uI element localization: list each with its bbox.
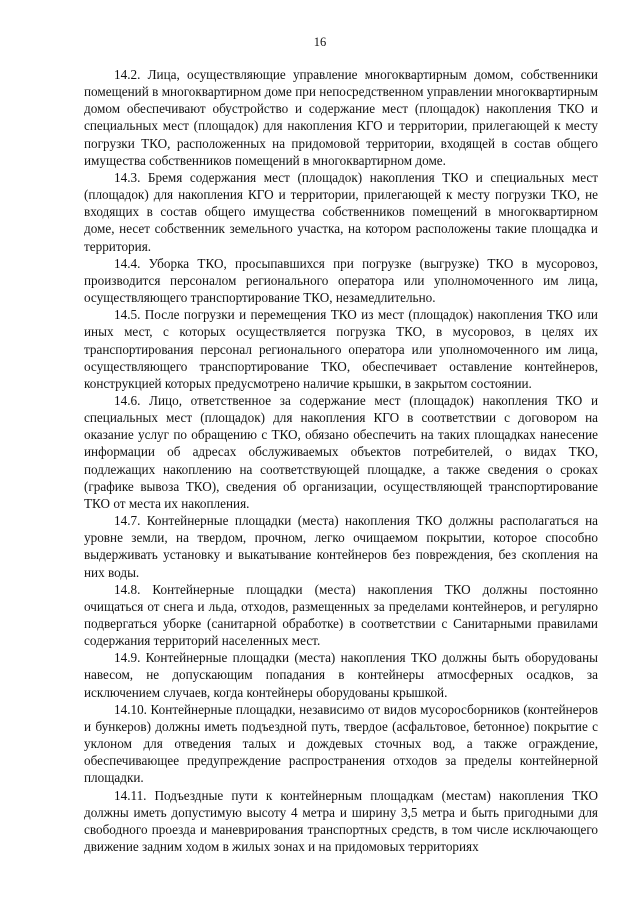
paragraph-14-7: 14.7. Контейнерные площадки (места) накопления ТКО должны располагаться на уровне земли, на твердом, прочном, легко очищаемом покрытии, которое способно выдерживать установку и выкатывание контейнеров без повреждения, без скопления на них воды. xyxy=(84,513,598,580)
paragraph-14-9: 14.9. Контейнерные площадки (места) накопления ТКО должны быть оборудованы навесом, не допускающим попадания в контейнеры атмосферных осадков, за исключением случаев, когда контейнеры оборудованы крышкой. xyxy=(84,650,598,700)
document-body xyxy=(84,66,598,855)
paragraph-14-11: 14.11. Подъездные пути к контейнерным площадкам (местам) накопления ТКО должны иметь допустимую высоту 4 метра и ширину 3,5 метра и быть пригодными для свободного проезда и маневрирования транспортных средств, в том числе исключающего движение задним ходом в жилых зонах и на придомовых территориях xyxy=(84,787,598,855)
paragraph-14-3: 14.3. Бремя содержания мест (площадок) накопления ТКО и специальных мест (площадок) для накопления КГО и территории, прилегающей к месту погрузки ТКО, не входящих в состав общего имущества собственников помещений в многоквартирном доме, несет собственник земельного участка, на котором расположены такие площадка и территория. xyxy=(84,169,598,254)
paragraph-14-6: 14.6. Лицо, ответственное за содержание мест (площадок) накопления ТКО и специальных мест (площадок) для накопления КГО в соответствии с договором на оказание услуг по обращению с ТКО, обязано обеспечить на таких площадках нанесение информации об адресах обслуживаемых объектов потребителей, о видах ТКО, подлежащих накоплению на соответствующей площадке, а также сведения о сроках (графике вывоза ТКО), сведения об организации, осуществляющей транспортирование ТКО от места их накопления. xyxy=(84,392,598,511)
paragraph-14-2: 14.2. Лица, осуществляющие управление многоквартирным домом, собственники помещений в многоквартирном доме при непосредственном управлении многоквартирным домом обеспечивают обустройство и содержание мест (площадок) накопления ТКО и специальных мест (площадок) для накопления КГО и территории, прилегающей к месту погрузки ТКО, расположенных на придомовой территории, входящей в состав общего имущества собственников помещений в многоквартирном доме. xyxy=(84,67,598,168)
paragraph-14-4: 14.4. Уборка ТКО, просыпавшихся при погрузке (выгрузке) ТКО в мусоровоз, производится персоналом регионального оператора или уполномоченного им лица, осуществляющего транспортирование ТКО, незамедлительно. xyxy=(84,255,598,306)
paragraph-14-10: 14.10. Контейнерные площадки, независимо от видов мусоросборников (контейнеров и бункеров) должны иметь подъездной путь, твердое (асфальтовое, бетонное) покрытие с уклоном для отведения талых и дождевых сточных вод, а также ограждение, обеспечивающее предупреждение распространения отходов за пределы контейнерной площадки. xyxy=(84,701,598,786)
paragraph-14-5: 14.5. После погрузки и перемещения ТКО из мест (площадок) накопления ТКО или иных мест, с которых осуществляется погрузка ТКО, в мусоровоз, в целях их транспортирования персонал регионального оператора или уполномоченного им лица, осуществляющего транспортирование ТКО, обеспечивает оставление контейнеров, конструкцией которых предусмотрено наличие крышки, в закрытом состоянии. xyxy=(84,307,598,391)
paragraph-14-8: 14.8. Контейнерные площадки (места) накопления ТКО должны постоянно очищаться от снега и льда, отходов, размещенных за пределами контейнеров, и регулярно подвергаться уборке (санитарной обработке) в соответствии с Санитарными правилами содержания территорий населенных мест. xyxy=(84,581,598,649)
page-number: 16 xyxy=(313,35,327,49)
